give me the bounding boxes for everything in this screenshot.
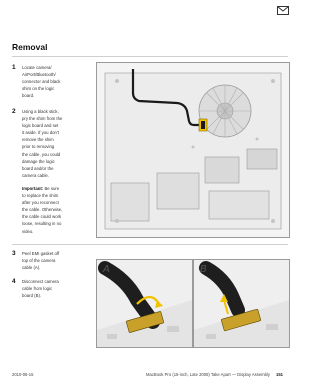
step-number: 3 [12,250,16,257]
figure-label: B [200,264,207,275]
figure-a [96,259,193,348]
logic-board-figure [96,62,290,238]
step-text: Disconnect camera cable from logic board (B). [22,279,59,299]
mail-icon[interactable] [277,6,289,15]
figure-b [193,259,290,348]
step-text: Locate camera/ AirPort/Bluetooth/ connector and black shim on the logic board. [22,65,61,99]
note-label: Important: [22,185,44,191]
emi-gasket-illustration [97,260,192,347]
section-title: Removal [12,42,48,52]
step-number: 2 [12,108,16,115]
step-3 [12,250,78,271]
step-2 [12,108,78,235]
page-number: 151 [276,372,283,377]
note-text: Be sure to replace the shim after you reconnect the cable. Otherwise, the cable could work loose, resulting in no video. [22,185,63,234]
footer-date: 2010-06-15 [12,372,34,377]
step-number: 4 [12,278,16,285]
step-text: Using a black stick, pry the shim from the logic board and set it aside. If you don't remove the shim prior to removing the cable, you could damage the logic board and/or the camera cable. [22,109,63,178]
cable-disconnect-illustration [194,260,289,347]
figure-label: A [103,264,110,275]
divider [12,244,288,245]
step-4 [12,278,78,299]
step-1 [12,64,78,99]
step-text: Peel EMI gasket off top of the camera cable (A). [22,251,60,271]
logic-board-illustration [97,63,289,237]
step-number: 1 [12,64,16,71]
important-note [22,185,78,235]
divider [12,56,288,57]
footer-title: MacBook Pro (15-inch, Late 2008) Take Apart — Display Assembly [146,372,270,377]
